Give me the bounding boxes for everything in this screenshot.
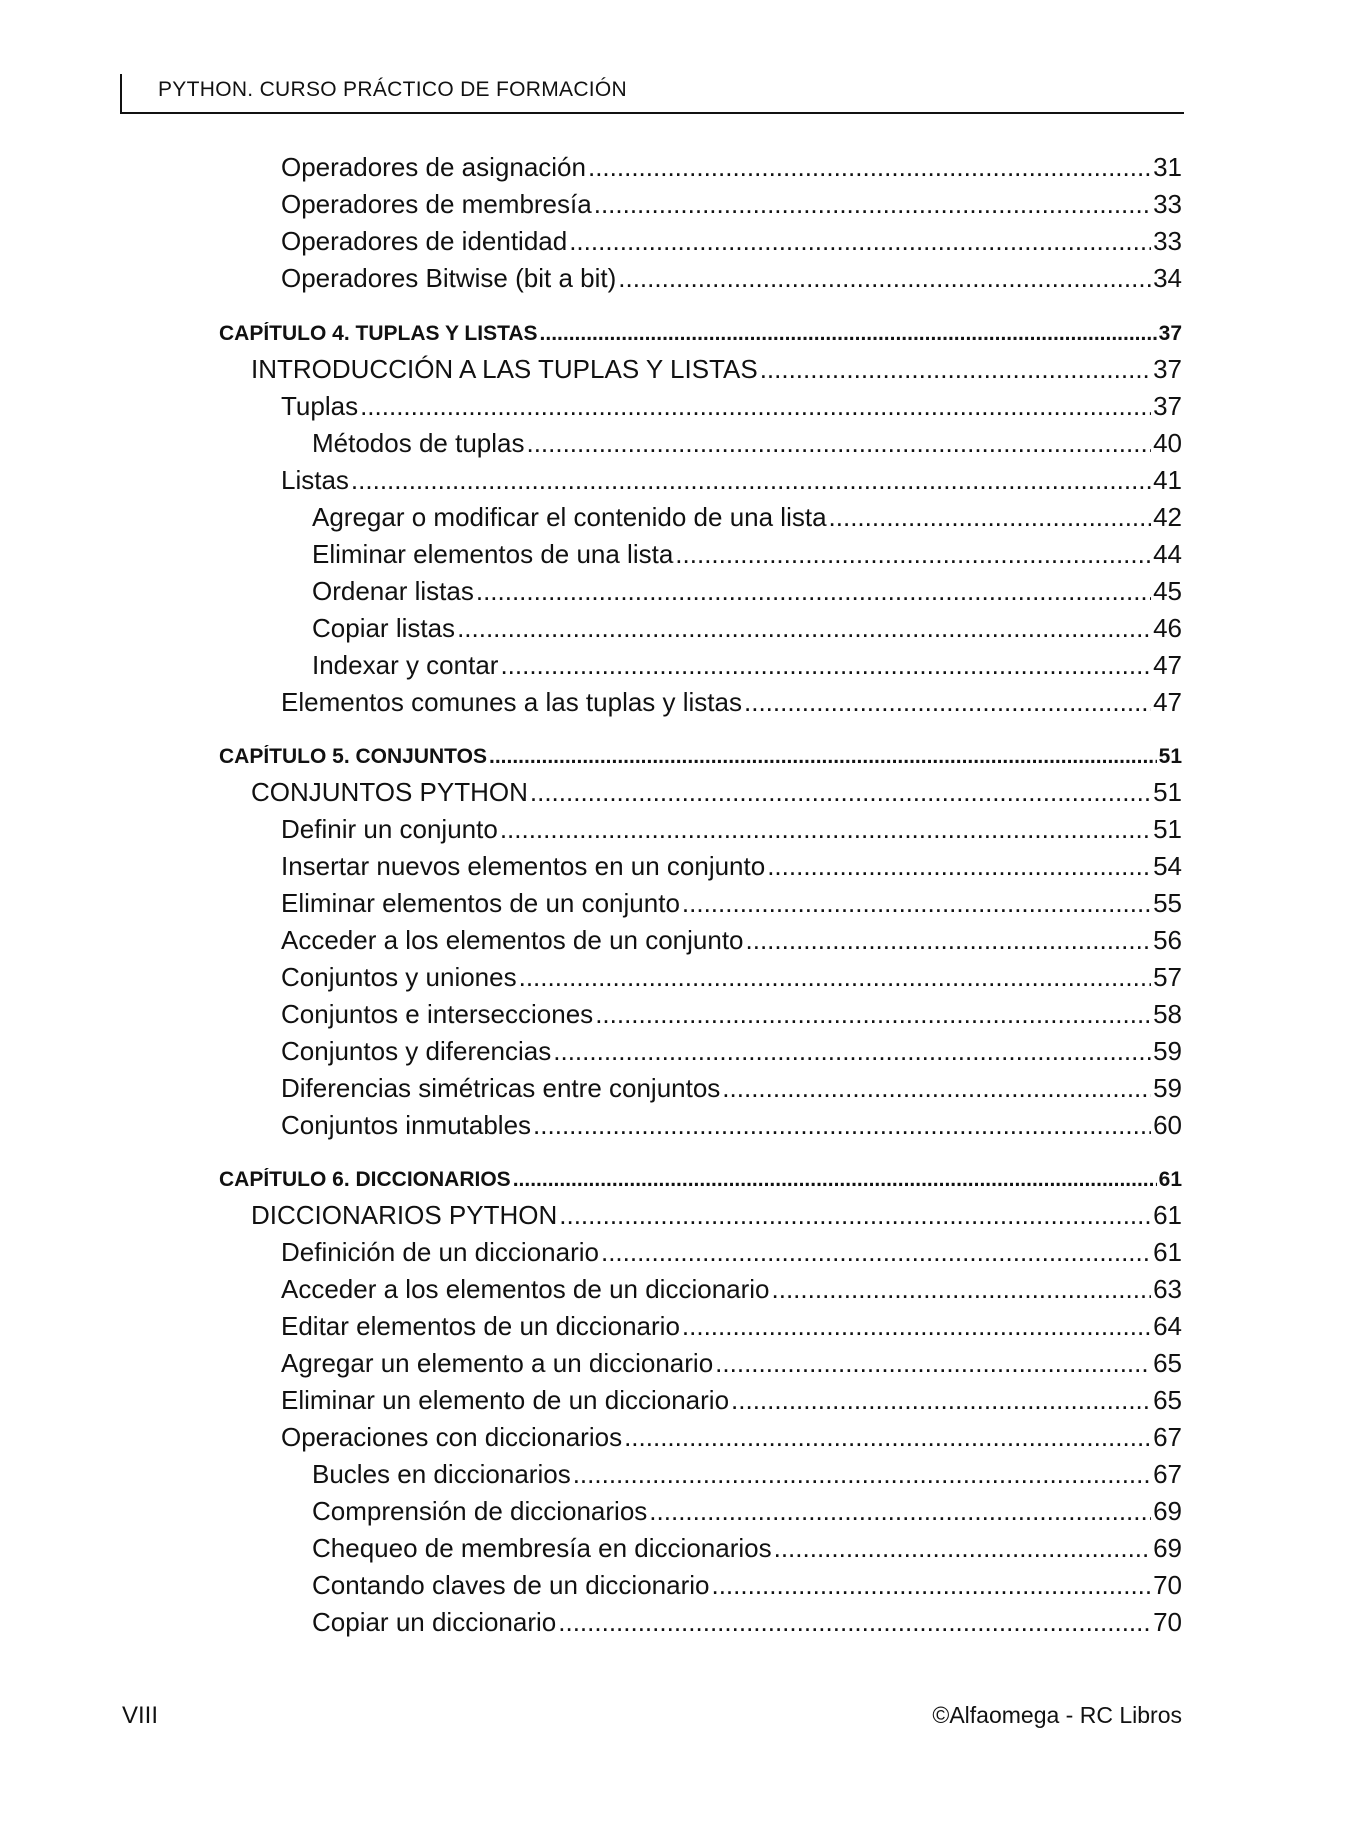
dot-leader — [682, 888, 1151, 919]
toc-entry-label: Comprensión de diccionarios — [312, 1496, 648, 1526]
toc-entry-page: 69 — [1153, 1496, 1182, 1526]
toc-entry[interactable] — [312, 539, 1182, 570]
toc-entry-label: CAPÍTULO 6. DICCIONARIOS — [219, 1168, 511, 1191]
toc-entry-label: Definir un conjunto — [281, 814, 498, 844]
toc-entry-label: CAPÍTULO 4. TUPLAS Y LISTAS — [219, 322, 538, 345]
toc-entry-page: 42 — [1153, 502, 1182, 532]
dot-leader — [711, 1570, 1151, 1601]
toc-entry[interactable] — [281, 1036, 1182, 1067]
toc-entry-page: 58 — [1153, 999, 1182, 1029]
toc-entry-label: Operadores de asignación — [281, 152, 586, 182]
toc-chapter-entry[interactable] — [219, 1168, 1182, 1192]
toc-entry[interactable] — [281, 1274, 1182, 1305]
toc-entry-label: DICCIONARIOS PYTHON — [251, 1200, 558, 1230]
dot-leader — [649, 1496, 1151, 1527]
dot-leader — [588, 152, 1151, 183]
toc-entry-label: INTRODUCCIÓN A LAS TUPLAS Y LISTAS — [251, 354, 758, 384]
toc-entry-page: 51 — [1158, 745, 1182, 768]
toc-entry-label: Agregar un elemento a un diccionario — [281, 1348, 714, 1378]
toc-entry-page: 61 — [1158, 1168, 1182, 1191]
dot-leader — [519, 962, 1151, 993]
dot-leader — [351, 465, 1151, 496]
toc-entry-label: Indexar y contar — [312, 650, 499, 680]
toc-entry-page: 33 — [1153, 189, 1182, 219]
dot-leader — [500, 650, 1151, 681]
toc-entry[interactable] — [281, 391, 1182, 422]
dot-leader — [573, 1459, 1151, 1490]
toc-entry-label: Insertar nuevos elementos en un conjunto — [281, 851, 766, 881]
dot-leader — [569, 226, 1151, 257]
toc-entry-label: Diferencias simétricas entre conjuntos — [281, 1073, 721, 1103]
toc-entry[interactable] — [281, 1237, 1182, 1268]
toc-entry-page: 64 — [1153, 1311, 1182, 1341]
toc-entry-page: 37 — [1153, 391, 1182, 421]
dot-leader — [553, 1036, 1151, 1067]
toc-entry[interactable] — [281, 687, 1182, 718]
toc-entry-page: 31 — [1153, 152, 1182, 182]
toc-entry-label: Bucles en diccionarios — [312, 1459, 571, 1489]
toc-entry-page: 67 — [1153, 1422, 1182, 1452]
toc-entry[interactable] — [312, 1607, 1182, 1638]
dot-leader — [774, 1533, 1151, 1564]
dot-leader — [601, 1237, 1151, 1268]
toc-entry[interactable] — [281, 999, 1182, 1030]
dot-leader — [513, 1168, 1157, 1192]
toc-entry-label: Operadores de identidad — [281, 226, 568, 256]
toc-entry-label: Agregar o modificar el contenido de una lista — [312, 502, 827, 532]
toc-entry-label: Conjuntos y diferencias — [281, 1036, 552, 1066]
toc-entry-label: Elementos comunes a las tuplas y listas — [281, 687, 742, 717]
toc-entry-page: 55 — [1153, 888, 1182, 918]
dot-leader — [767, 851, 1151, 882]
toc-entry-page: 54 — [1153, 851, 1182, 881]
dot-leader — [540, 322, 1157, 346]
header-title: PYTHON. CURSO PRÁCTICO DE FORMACIÓN — [158, 78, 628, 101]
toc-entry-label: Conjuntos e intersecciones — [281, 999, 594, 1029]
dot-leader — [594, 189, 1151, 220]
toc-entry-label: Eliminar elementos de una lista — [312, 539, 674, 569]
toc-entry-page: 41 — [1153, 465, 1182, 495]
toc-entry[interactable] — [281, 1422, 1182, 1453]
toc-entry-label: Ordenar listas — [312, 576, 474, 606]
dot-leader — [744, 687, 1151, 718]
toc-entry-label: Operadores Bitwise (bit a bit) — [281, 263, 617, 293]
toc-entry-page: 40 — [1153, 428, 1182, 458]
dot-leader — [746, 925, 1152, 956]
toc-entry-page: 59 — [1153, 1073, 1182, 1103]
toc-entry-label: Eliminar elementos de un conjunto — [281, 888, 680, 918]
toc-entry[interactable] — [312, 1570, 1182, 1601]
dot-leader — [457, 613, 1151, 644]
dot-leader — [722, 1073, 1151, 1104]
toc-entry[interactable] — [312, 502, 1182, 533]
toc-entry-page: 70 — [1153, 1570, 1182, 1600]
toc-entry-page: 51 — [1153, 777, 1182, 807]
dot-leader — [526, 428, 1151, 459]
toc-entry-page: 63 — [1153, 1274, 1182, 1304]
toc-entry[interactable] — [281, 1348, 1182, 1379]
toc-entry[interactable] — [281, 888, 1182, 919]
toc-entry-page: 56 — [1153, 925, 1182, 955]
dot-leader — [624, 1422, 1151, 1453]
toc-entry-label: Operadores de membresía — [281, 189, 592, 219]
toc-entry-page: 51 — [1153, 814, 1182, 844]
toc-entry[interactable] — [281, 814, 1182, 845]
dot-leader — [618, 263, 1151, 294]
dot-leader — [595, 999, 1151, 1030]
toc-entry[interactable] — [281, 226, 1182, 257]
toc-entry[interactable] — [312, 1533, 1182, 1564]
toc-entry[interactable] — [281, 189, 1182, 220]
toc-entry-label: Acceder a los elementos de un conjunto — [281, 925, 744, 955]
toc-entry-page: 57 — [1153, 962, 1182, 992]
toc-entry[interactable] — [251, 354, 1182, 385]
dot-leader — [476, 576, 1151, 607]
dot-leader — [715, 1348, 1151, 1379]
toc-entry[interactable] — [281, 1110, 1182, 1141]
toc-entry[interactable] — [281, 851, 1182, 882]
toc-entry[interactable] — [281, 465, 1182, 496]
toc-entry[interactable] — [281, 1385, 1182, 1416]
toc-entry-page: 69 — [1153, 1533, 1182, 1563]
toc-entry-label: Copiar un diccionario — [312, 1607, 557, 1637]
page-number: VIII — [122, 1702, 159, 1729]
toc-entry-label: CAPÍTULO 5. CONJUNTOS — [219, 745, 487, 768]
dot-leader — [760, 354, 1151, 385]
toc-entry-label: Conjuntos y uniones — [281, 962, 517, 992]
toc-entry-label: Operaciones con diccionarios — [281, 1422, 623, 1452]
dot-leader — [829, 502, 1152, 533]
toc-entry-label: Listas — [281, 465, 349, 495]
dot-leader — [675, 539, 1151, 570]
dot-leader — [558, 1607, 1151, 1638]
dot-leader — [489, 745, 1157, 769]
publisher-credit: ©Alfaomega - RC Libros — [932, 1702, 1182, 1728]
toc-entry-page: 61 — [1153, 1200, 1182, 1230]
toc-entry-label: Copiar listas — [312, 613, 456, 643]
toc-chapter-entry[interactable] — [219, 322, 1182, 346]
dot-leader — [731, 1385, 1151, 1416]
toc-chapter-entry[interactable] — [219, 745, 1182, 769]
toc-entry-page: 70 — [1153, 1607, 1182, 1637]
toc-entry-page: 65 — [1153, 1348, 1182, 1378]
toc-entry[interactable] — [251, 777, 1182, 808]
toc-entry-label: Chequeo de membresía en diccionarios — [312, 1533, 772, 1563]
toc-entry-label: Métodos de tuplas — [312, 428, 525, 458]
toc-entry[interactable] — [312, 1496, 1182, 1527]
dot-leader — [533, 1110, 1151, 1141]
dot-leader — [530, 777, 1151, 808]
toc-entry-page: 44 — [1153, 539, 1182, 569]
toc-entry[interactable] — [281, 152, 1182, 183]
toc-entry-label: Tuplas — [281, 391, 359, 421]
toc-entry-label: Acceder a los elementos de un diccionario — [281, 1274, 770, 1304]
toc-entry[interactable] — [281, 925, 1182, 956]
toc-entry-label: Conjuntos inmutables — [281, 1110, 532, 1140]
toc-entry-page: 37 — [1153, 354, 1182, 384]
toc-entry[interactable] — [281, 263, 1182, 294]
toc-entry[interactable] — [312, 428, 1182, 459]
toc-entry-page: 65 — [1153, 1385, 1182, 1415]
toc-entry-page: 45 — [1153, 576, 1182, 606]
toc-entry-label: Contando claves de un diccionario — [312, 1570, 710, 1600]
dot-leader — [559, 1200, 1151, 1231]
dot-leader — [682, 1311, 1151, 1342]
toc-entry-label: Editar elementos de un diccionario — [281, 1311, 680, 1341]
toc-entry-page: 46 — [1153, 613, 1182, 643]
toc-entry-page: 59 — [1153, 1036, 1182, 1066]
toc-entry-label: Definición de un diccionario — [281, 1237, 599, 1267]
toc-entry-page: 67 — [1153, 1459, 1182, 1489]
toc-entry-page: 37 — [1158, 322, 1182, 345]
toc-entry[interactable] — [281, 1311, 1182, 1342]
toc-entry-page: 33 — [1153, 226, 1182, 256]
toc-entry[interactable] — [312, 613, 1182, 644]
toc-entry[interactable] — [312, 1459, 1182, 1490]
toc-entry-page: 47 — [1153, 687, 1182, 717]
toc-entry-label: Eliminar un elemento de un diccionario — [281, 1385, 730, 1415]
toc-entry-page: 47 — [1153, 650, 1182, 680]
toc-entry[interactable] — [281, 962, 1182, 993]
toc-entry[interactable] — [312, 576, 1182, 607]
toc-entry-label: CONJUNTOS PYTHON — [251, 777, 528, 807]
toc-entry-page: 61 — [1153, 1237, 1182, 1267]
toc-entry-page: 60 — [1153, 1110, 1182, 1140]
dot-leader — [360, 391, 1151, 422]
toc-entry[interactable] — [251, 1200, 1182, 1231]
toc-entry-page: 34 — [1153, 263, 1182, 293]
toc-entry[interactable] — [281, 1073, 1182, 1104]
dot-leader — [772, 1274, 1152, 1305]
toc-entry[interactable] — [312, 650, 1182, 681]
dot-leader — [500, 814, 1151, 845]
